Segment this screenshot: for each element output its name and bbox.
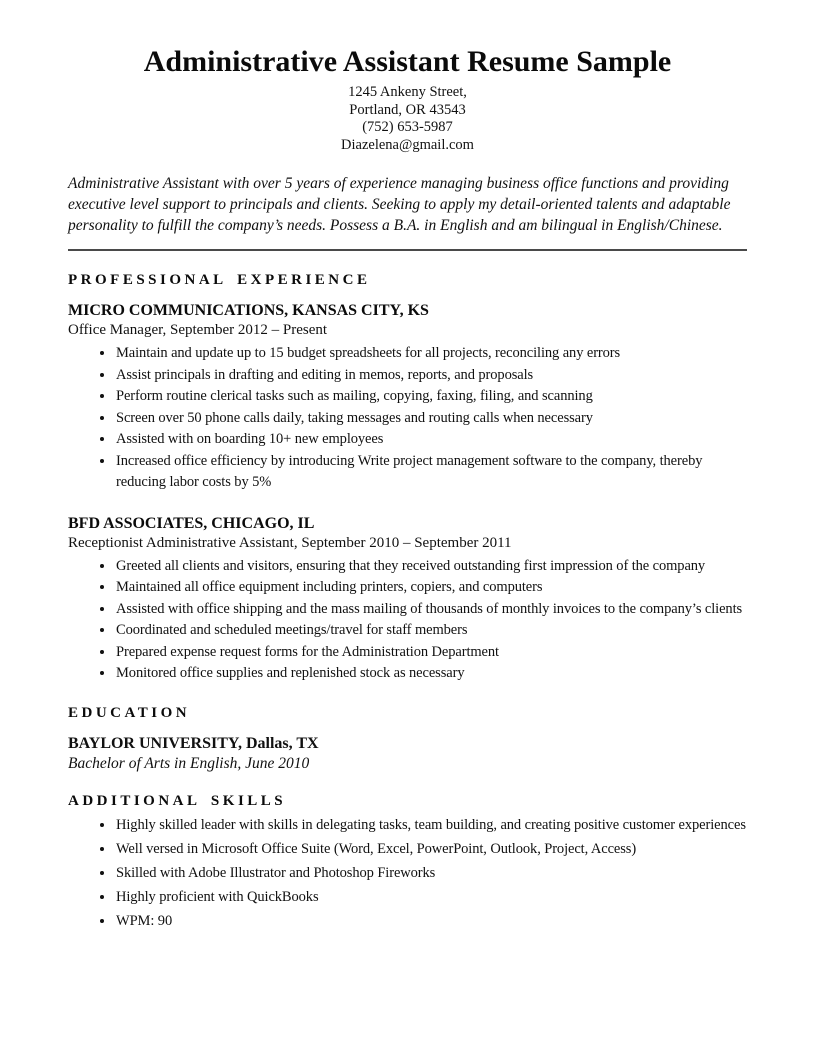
section-education <box>68 705 747 774</box>
bullet-item: • Assisted with office shipping and the mass mailing of thousands of monthly invoices to the company’s clients <box>115 599 747 621</box>
job-block-micro-communications <box>68 302 747 494</box>
contact-line: Portland, OR 43543 <box>349 101 466 118</box>
section-skills <box>68 793 747 933</box>
bullet-item: • Well versed in Microsoft Office Suite (Word, Excel, PowerPoint, Outlook, Project, Access) <box>115 839 747 861</box>
skills-heading: ADDITIONAL SKILLS <box>68 792 287 809</box>
contact-line: (752) 653-5987 <box>362 119 453 135</box>
company-name: BFD ASSOCIATES, CHICAGO, IL <box>68 514 315 532</box>
job-bullet-list <box>68 556 747 685</box>
bullet-item: • Perform routine clerical tasks such as mailing, copying, faxing, filing, and scanning <box>115 386 747 408</box>
bullet-item: • WPM: 90 <box>115 911 747 933</box>
summary-text: Administrative Assistant with over 5 years of experience managing business office functions and providing executive level support to principals and clients. Seeking to apply my detail-oriented talents and adaptable personality to fulfill the company’s needs. Possess a B.A. in English and am bilingual in English/Chinese. <box>68 175 731 234</box>
bullet-item: • Assisted with on boarding 10+ new employees <box>115 429 747 451</box>
job-bullet-list <box>68 343 747 494</box>
bullet-item: • Coordinated and scheduled meetings/travel for staff members <box>115 620 747 642</box>
bullet-item: • Maintained all office equipment including printers, copiers, and computers <box>115 577 747 599</box>
bullet-item: • Greeted all clients and visitors, ensuring that they received outstanding first impression of the company <box>115 556 747 578</box>
resume-title: Administrative Assistant Resume Sample <box>143 45 672 78</box>
contact-line: 1245 Ankeny Street, <box>348 84 467 100</box>
bullet-item: • Increased office efficiency by introducing Write project management software to the company, thereby reducing labor costs by 5% <box>115 451 747 494</box>
contact-block <box>68 84 747 154</box>
bullet-item: • Highly proficient with QuickBooks <box>115 887 747 909</box>
bullet-item: • Assist principals in drafting and editing in memos, reports, and proposals <box>115 365 747 387</box>
bullet-item: • Monitored office supplies and replenished stock as necessary <box>115 663 747 685</box>
bullet-item: • Skilled with Adobe Illustrator and Photoshop Fireworks <box>115 863 747 885</box>
job-title-line: Office Manager, September 2012 – Present <box>68 322 328 338</box>
job-block-bfd-associates <box>68 515 747 685</box>
school-name: BAYLOR UNIVERSITY, Dallas, TX <box>68 734 319 752</box>
skills-bullet-list <box>68 815 747 933</box>
contact-line: Diazelena@gmail.com <box>341 136 474 153</box>
section-experience <box>68 272 747 685</box>
bullet-item: • Screen over 50 phone calls daily, taking messages and routing calls when necessary <box>115 408 747 430</box>
section-divider <box>68 249 747 251</box>
experience-heading: PROFESSIONAL EXPERIENCE <box>68 272 371 288</box>
bullet-item: • Highly skilled leader with skills in delegating tasks, team building, and creating positive customer experiences <box>115 815 747 837</box>
education-heading: EDUCATION <box>68 704 191 721</box>
bullet-item: • Maintain and update up to 15 budget spreadsheets for all projects, reconciling any errors <box>115 343 747 365</box>
bullet-item: • Prepared expense request forms for the Administration Department <box>115 642 747 664</box>
degree-line: Bachelor of Arts in English, June 2010 <box>68 754 310 772</box>
company-name: MICRO COMMUNICATIONS, KANSAS CITY, KS <box>68 302 429 319</box>
job-title-line: Receptionist Administrative Assistant, September 2010 – September 2011 <box>68 534 512 551</box>
